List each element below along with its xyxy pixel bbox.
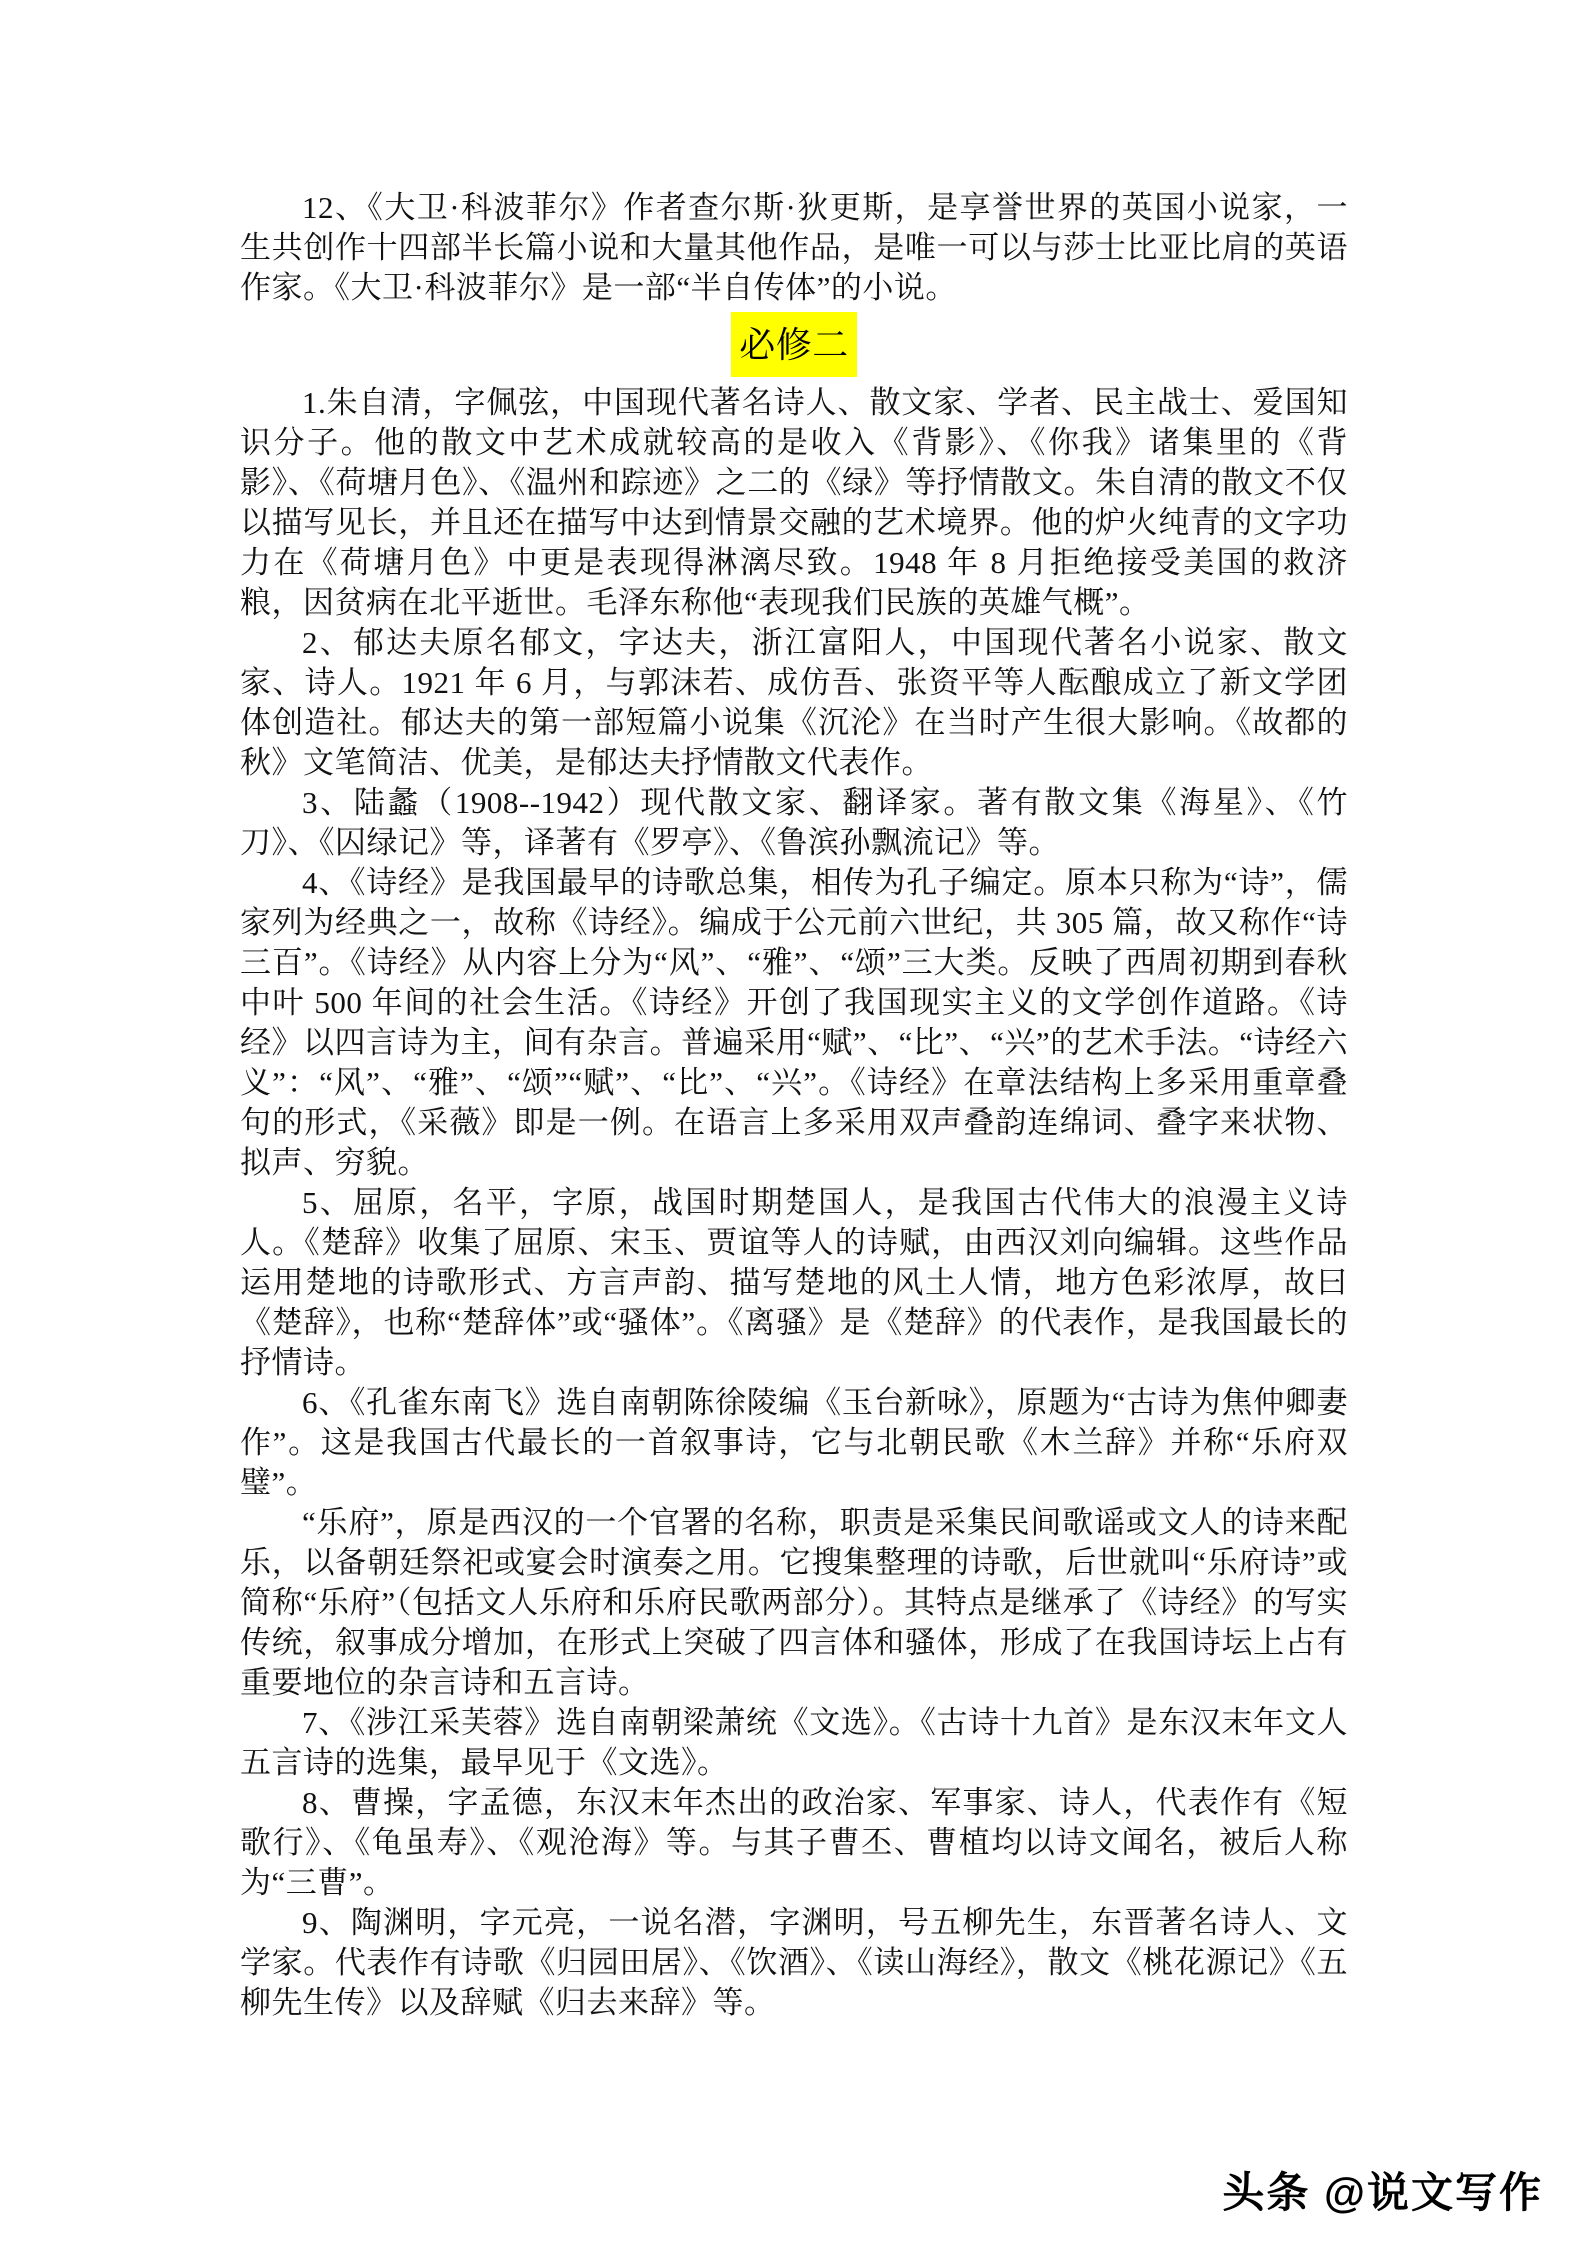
paragraph-kongque-dongnanfei: 6、《孔雀东南飞》选自南朝陈徐陵编《玉台新咏》，原题为“古诗为焦仲卿妻作”。这是我国古代最长的一首叙事诗，它与北朝民歌《木兰辞》并称“乐府双璧”。	[240, 1385, 1348, 1500]
paragraph-dickens: 12、《大卫·科波菲尔》作者查尔斯·狄更斯，是享誉世界的英国小说家，一生共创作十四部半长篇小说和大量其他作品，是唯一可以与莎士比亚比肩的英语作家。《大卫·科波菲尔》是一部“半自传体”的小说。	[240, 190, 1348, 305]
toutiao-watermark: 头条 @说文写作	[1222, 2169, 1543, 2216]
paragraph-shejiang-caifurong: 7、《涉江采芙蓉》选自南朝梁萧统《文选》。《古诗十九首》是东汉末年文人五言诗的选集，最早见于《文选》。	[240, 1705, 1348, 1780]
paragraph-luli: 3、陆蠡（1908--1942）现代散文家、翻译家。著有散文集《海星》、《竹刀》、《囚绿记》等，译著有《罗亭》、《鲁滨孙飘流记》等。	[240, 785, 1348, 860]
paragraph-caocao: 8、曹操，字孟德，东汉末年杰出的政治家、军事家、诗人，代表作有《短歌行》、《龟虽寿》、《观沧海》等。与其子曹丕、曹植均以诗文闻名，被后人称为“三曹”。	[240, 1785, 1348, 1900]
paragraph-yudafu: 2、郁达夫原名郁文，字达夫，浙江富阳人，中国现代著名小说家、散文家、诗人。1921 年 6 月，与郭沫若、成仿吾、张资平等人酝酿成立了新文学团体创造社。郁达夫的第一部短篇小说集《沉沦》在当时产生很大影响。《故都的秋》文笔简洁、优美，是郁达夫抒情散文代表作。	[240, 625, 1348, 780]
document-body	[240, 188, 1348, 2023]
section-heading-bixiu-er: 必修二	[731, 312, 857, 377]
section-heading-row	[240, 312, 1348, 377]
paragraph-yuefu: “乐府”，原是西汉的一个官署的名称，职责是采集民间歌谣或文人的诗来配乐，以备朝廷祭祀或宴会时演奏之用。它搜集整理的诗歌，后世就叫“乐府诗”或简称“乐府”（包括文人乐府和乐府民歌两部分）。其特点是继承了《诗经》的写实传统，叙事成分增加，在形式上突破了四言体和骚体，形成了在我国诗坛上占有重要地位的杂言诗和五言诗。	[240, 1505, 1348, 1700]
paragraph-zhuziqing: 1.朱自清，字佩弦，中国现代著名诗人、散文家、学者、民主战士、爱国知识分子。他的散文中艺术成就较高的是收入《背影》、《你我》诸集里的《背影》、《荷塘月色》、《温州和踪迹》之二的《绿》等抒情散文。朱自清的散文不仅以描写见长，并且还在描写中达到情景交融的艺术境界。他的炉火纯青的文字功力在《荷塘月色》中更是表现得淋漓尽致。1948 年 8 月拒绝接受美国的救济粮，因贫病在北平逝世。毛泽东称他“表现我们民族的英雄气概”。	[240, 385, 1348, 620]
paragraph-quyuan: 5、屈原，名平，字原，战国时期楚国人，是我国古代伟大的浪漫主义诗人。《楚辞》收集了屈原、宋玉、贾谊等人的诗赋，由西汉刘向编辑。这些作品运用楚地的诗歌形式、方言声韵、描写楚地的风土人情，地方色彩浓厚，故曰《楚辞》，也称“楚辞体”或“骚体”。《离骚》是《楚辞》的代表作，是我国最长的抒情诗。	[240, 1185, 1348, 1380]
paragraph-shijing: 4、《诗经》是我国最早的诗歌总集，相传为孔子编定。原本只称为“诗”，儒家列为经典之一，故称《诗经》。编成于公元前六世纪，共 305 篇，故又称作“诗三百”。《诗经》从内容上分为“风”、“雅”、“颂”三大类。反映了西周初期到春秋中叶 500 年间的社会生活。《诗经》开创了我国现实主义的文学创作道路。《诗经》以四言诗为主，间有杂言。普遍采用“赋”、“比”、“兴”的艺术手法。“诗经六义”：“风”、“雅”、“颂”“赋”、“比”、“兴”。《诗经》在章法结构上多采用重章叠句的形式，《采薇》即是一例。在语言上多采用双声叠韵连绵词、叠字来状物、拟声、穷貌。	[240, 865, 1348, 1180]
paragraph-taoyuanming: 9、陶渊明，字元亮，一说名潜，字渊明，号五柳先生，东晋著名诗人、文学家。代表作有诗歌《归园田居》、《饮酒》、《读山海经》，散文《桃花源记》《五柳先生传》以及辞赋《归去来辞》等。	[240, 1905, 1348, 2020]
